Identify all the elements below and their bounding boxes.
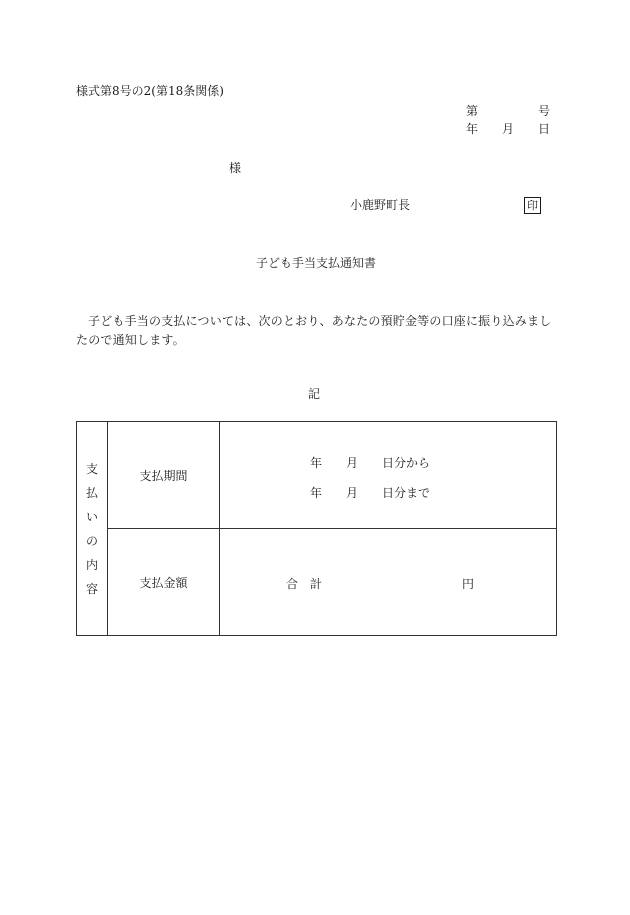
from-year: 年 [310, 456, 323, 470]
ki-label: 記 [308, 387, 321, 401]
seal-mark: 印 [524, 197, 541, 214]
table-row-period [77, 422, 557, 529]
from-month: 月 [346, 456, 359, 470]
date-year: 年 [466, 122, 479, 136]
recipient-suffix: 様 [229, 161, 242, 175]
sender-name: 小鹿野町長 [350, 198, 411, 212]
yen-unit: 円 [462, 577, 475, 591]
payment-detail-table [76, 421, 557, 636]
to-month: 月 [346, 486, 359, 500]
number-prefix: 第 [466, 104, 479, 118]
number-suffix: 号 [538, 104, 551, 118]
from-day: 日分から [382, 456, 431, 470]
amount-label: 支払金額 [108, 529, 220, 636]
total-label: 合 計 [286, 577, 323, 591]
to-year: 年 [310, 486, 323, 500]
period-content [220, 422, 557, 529]
side-label: 支 払 い の 内 容 [85, 461, 98, 596]
period-label: 支払期間 [108, 422, 220, 529]
body-paragraph: 子ども手当の支払については、次のとおり、あなたの預貯金等の口座に振り込みましたので通知します。 [76, 314, 552, 347]
document-title: 子ども手当支払通知書 [256, 256, 377, 270]
date-month: 月 [502, 122, 515, 136]
date-day: 日 [538, 122, 551, 136]
amount-content [220, 529, 557, 636]
to-day: 日分まで [382, 486, 431, 500]
form-id-label: 様式第8号の2(第18条関係) [76, 84, 224, 98]
table-row-amount [77, 529, 557, 636]
side-label-cell [77, 422, 108, 636]
